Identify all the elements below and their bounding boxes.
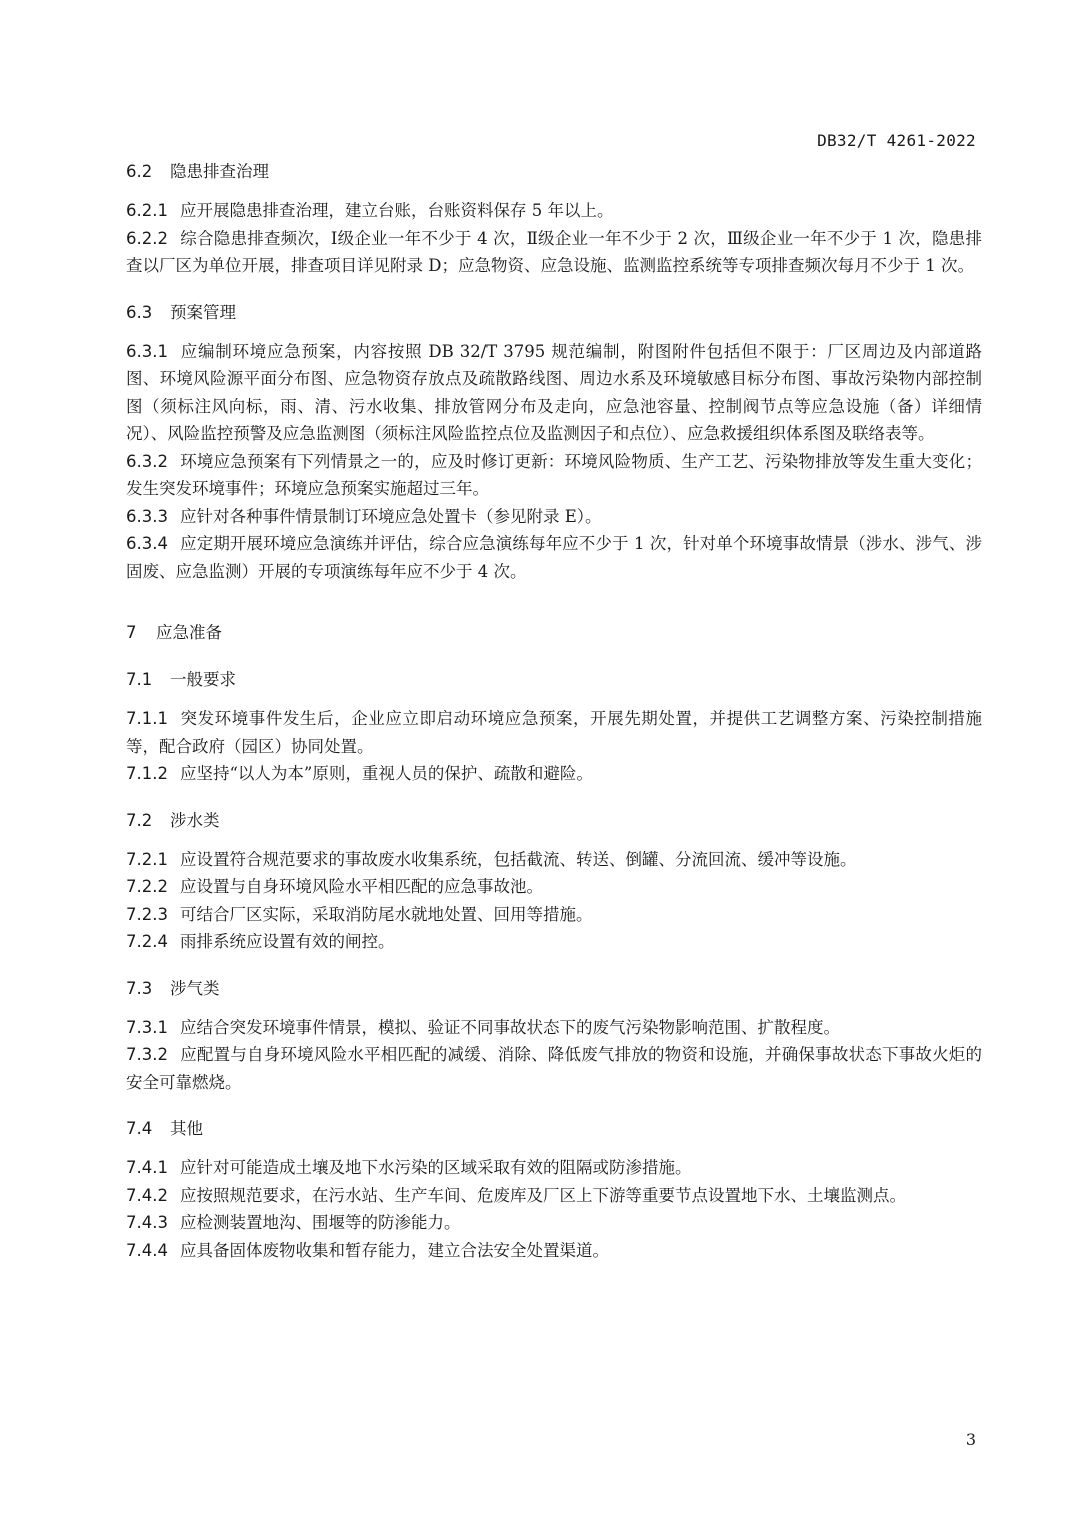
section-heading [126, 1115, 982, 1143]
clause-paragraph [126, 873, 982, 901]
heading-title: 涉气类 [170, 978, 220, 998]
clause-text: 应针对各种事件情景制订环境应急处置卡（参见附录 E）。 [179, 506, 602, 526]
clause-paragraph [126, 503, 982, 531]
document-code: DB32/T 4261-2022 [817, 131, 976, 150]
heading-title: 应急准备 [156, 623, 222, 642]
clause-number: 7.2.3 [126, 904, 168, 924]
clause-number: 7.2.2 [126, 877, 168, 896]
heading-number: 7.4 [126, 1119, 153, 1138]
clause-text: 应配置与自身环境风险水平相匹配的减缓、消除、降低废气排放的物资和设施，并确保事故状态下事故火炬的安全可靠燃烧。 [126, 1045, 982, 1092]
clause-number: 7.1.1 [126, 709, 168, 728]
clause-number: 6.3.3 [126, 506, 168, 526]
clause-paragraph [126, 1014, 982, 1042]
clause-paragraph [126, 705, 982, 760]
clause-number: 6.3.2 [126, 451, 168, 471]
clause-paragraph [126, 1041, 982, 1096]
clause-number: 7.4.3 [126, 1213, 168, 1232]
section-heading [126, 807, 982, 835]
clause-text: 应坚持“以人为本”原则，重视人员的保护、疏散和避险。 [179, 764, 593, 783]
heading-number: 6.3 [126, 302, 153, 322]
clause-text: 应编制环境应急预案，内容按照 DB 32/T 3795 规范编制，附图附件包括但不限于：厂区周边及内部道路图、环境风险源平面分布图、应急物资存放点及疏散路线图、周边水系及环境敏感目标分布图、事故污染物内部控制图（须标注风向标，雨、清、污水收集、排放管网分布及走向，应急池容量、控制阀节点等应急设施（备）详细情况）、风险监控预警及应急监测图（须标注风险监控点位及监测因子和点位）、应急救援组织体系图及联络表等。 [126, 341, 982, 443]
clause-text: 可结合厂区实际，采取消防尾水就地处置、回用等措施。 [179, 904, 593, 924]
document-body [126, 158, 982, 1264]
clause-text: 综合隐患排查频次，Ⅰ级企业一年不少于 4 次，Ⅱ级企业一年不少于 2 次，Ⅲ级企业一年不少于 1 次，隐患排查以厂区为单位开展，排查项目详见附录 D；应急物资、应急设施、监测监控系统等专项排查频次每月不少于 1 次。 [126, 228, 982, 275]
clause-text: 应检测装置地沟、围堰等的防渗能力。 [179, 1213, 461, 1232]
clause-text: 环境应急预案有下列情景之一的，应及时修订更新：环境风险物质、生产工艺、污染物排放等发生重大变化；发生突发环境事件；环境应急预案实施超过三年。 [126, 451, 982, 498]
clause-paragraph [126, 928, 982, 956]
heading-title: 隐患排查治理 [170, 162, 269, 181]
clause-number: 6.3.1 [126, 341, 168, 361]
clause-paragraph [126, 1182, 982, 1210]
clause-number: 7.4.1 [126, 1158, 168, 1177]
clause-paragraph [126, 197, 982, 225]
clause-text: 应设置符合规范要求的事故废水收集系统，包括截流、转送、倒罐、分流回流、缓冲等设施。 [179, 849, 857, 869]
clause-number: 6.2.1 [126, 201, 168, 220]
section-heading [126, 666, 982, 694]
section-heading [126, 299, 982, 327]
heading-title: 涉水类 [170, 810, 220, 830]
clause-paragraph [126, 338, 982, 448]
clause-number: 7.1.2 [126, 764, 168, 783]
clause-text: 应具备固体废物收集和暂存能力，建立合法安全处置渠道。 [179, 1240, 609, 1260]
clause-number: 7.4.2 [126, 1185, 168, 1205]
section-heading [126, 158, 982, 186]
clause-paragraph [126, 1154, 982, 1182]
section-heading [126, 975, 982, 1003]
clause-text: 应开展隐患排查治理，建立台账，台账资料保存 5 年以上。 [179, 201, 614, 220]
clause-text: 应按照规范要求，在污水站、生产车间、危废库及厂区上下游等重要节点设置地下水、土壤监测点。 [179, 1185, 906, 1205]
clause-paragraph [126, 846, 982, 874]
clause-number: 6.3.4 [126, 534, 168, 553]
page-number: 3 [965, 1430, 976, 1449]
clause-text: 突发环境事件发生后，企业应立即启动环境应急预案，开展先期处置，并提供工艺调整方案、污染控制措施等，配合政府（园区）协同处置。 [126, 709, 982, 756]
clause-paragraph [126, 448, 982, 503]
clause-text: 应针对可能造成土壤及地下水污染的区域采取有效的阻隔或防渗措施。 [179, 1158, 692, 1177]
clause-number: 7.3.2 [126, 1045, 168, 1064]
clause-text: 应结合突发环境事件情景，模拟、验证不同事故状态下的废气污染物影响范围、扩散程度。 [179, 1017, 840, 1037]
heading-number: 7 [126, 623, 137, 642]
clause-text: 应设置与自身环境风险水平相匹配的应急事故池。 [179, 877, 543, 896]
heading-number: 7.2 [126, 810, 153, 830]
clause-text: 雨排系统应设置有效的闸控。 [179, 932, 395, 951]
clause-paragraph [126, 1237, 982, 1265]
clause-text: 应定期开展环境应急演练并评估，综合应急演练每年应不少于 1 次，针对单个环境事故情景（涉水、涉气、涉固废、应急监测）开展的专项演练每年应不少于 4 次。 [126, 534, 982, 581]
clause-paragraph [126, 530, 982, 585]
heading-number: 7.1 [126, 670, 153, 689]
clause-paragraph [126, 1209, 982, 1237]
heading-number: 6.2 [126, 162, 153, 181]
heading-title: 一般要求 [170, 670, 236, 689]
clause-number: 6.2.2 [126, 228, 168, 248]
clause-number: 7.2.4 [126, 932, 168, 951]
heading-number: 7.3 [126, 978, 153, 998]
heading-title: 其他 [170, 1119, 203, 1138]
chapter-heading [126, 619, 982, 647]
clause-paragraph [126, 760, 982, 788]
clause-paragraph [126, 901, 982, 929]
clause-paragraph [126, 225, 982, 280]
heading-title: 预案管理 [170, 302, 236, 322]
clause-number: 7.4.4 [126, 1240, 168, 1260]
clause-number: 7.2.1 [126, 849, 168, 869]
clause-number: 7.3.1 [126, 1017, 168, 1037]
